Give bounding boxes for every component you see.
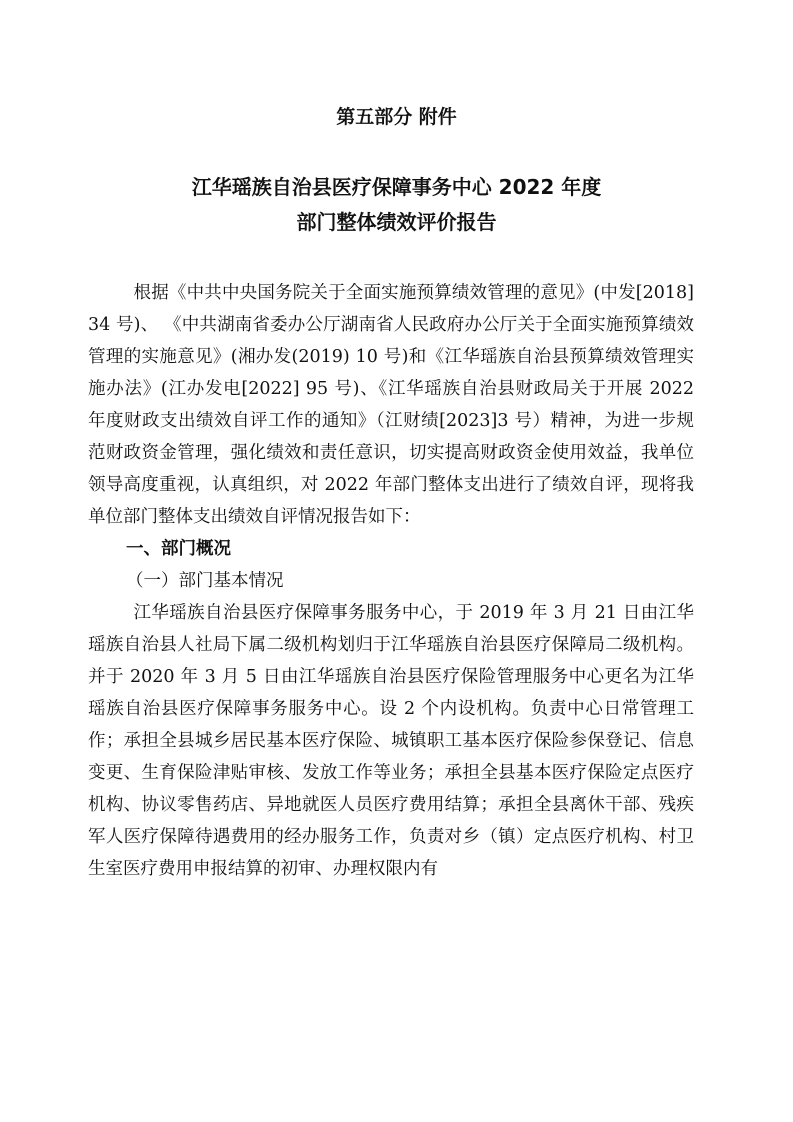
report-title-line-1: 江华瑶族自治县医疗保障事务中心 2022 年度 — [191, 175, 602, 199]
section-heading-overview: 一、部门概况 — [126, 539, 231, 559]
part-title: 第五部分 附件 — [336, 106, 457, 128]
intro-paragraph: 根据《中共中央国务院关于全面实施预算绩效管理的意见》(中发[2018] 34 号)、 《中共湖南省委办公厅湖南省人民政府办公厅关于全面实施预算绩效管理的实施意见》(湘办发(2019) 10 号)和《江华瑶族自治县预算绩效管理实施办法》(江办发电[2022] 95 号)、《江华瑶族自治县财政局关于开展 2022 年度财政支出绩效自评工作的通知》（江财绩[2023]3 号）精神，为进一步规范财政资金管理，强化绩效和责任意识，切实提高财政资金使用效益，我单位领导高度重视，认真组织，对 2022 年部门整体支出进行了绩效自评，现将我单位部门整体支出绩效自评情况报告如下： — [88, 283, 694, 527]
basic-info-paragraph: 江华瑶族自治县医疗保障事务服务中心，于 2019 年 3 月 21 日由江华瑶族自治县人社局下属二级机构划归于江华瑶族自治县医疗保障局二级机构。并于 2020 年 3 月 5 日由江华瑶族自治县医疗保险管理服务中心更名为江华瑶族自治县医疗保障事务服务中心。设 2 个内设机构。负责中心日常管理工作；承担全县城乡居民基本医疗保险、城镇职工基本医疗保险参保登记、信息变更、生育保险津贴审核、发放工作等业务；承担全县基本医疗保险定点医疗机构、协议零售药店、异地就医人员医疗费用结算；承担全县离休干部、残疾军人医疗保障待遇费用的经办服务工作，负责对乡（镇）定点医疗机构、村卫生室医疗费用申报结算的初审、办理权限内有 — [88, 603, 694, 879]
report-title-line-2: 部门整体绩效评价报告 — [296, 210, 497, 234]
document-body — [88, 277, 694, 885]
subsection-heading-basic-info: （一）部门基本情况 — [126, 571, 284, 591]
